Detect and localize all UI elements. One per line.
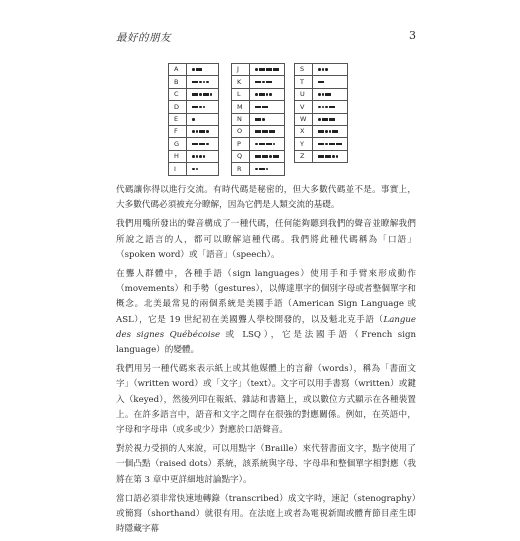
- morse-dash: [266, 81, 272, 84]
- morse-dot: [325, 143, 328, 146]
- morse-row: [295, 88, 348, 100]
- text-span: 我們用嘴所發出的聲音構成了一種代碼，任何能夠聽到我們的聲音並瞭解我們所說之語言的人，都可以瞭解這種代碼。我們將此種代碼稱為「口語」（spoken word）或「語音」（speech）。: [116, 219, 416, 260]
- morse-dash: [192, 106, 198, 109]
- morse-code-symbols: [318, 142, 342, 146]
- running-header-title: 最好的朋友: [116, 32, 171, 44]
- morse-dash: [259, 168, 265, 171]
- italic-text: Langue des signes Québécoise: [116, 314, 416, 340]
- morse-dot: [192, 118, 195, 121]
- morse-row: [169, 113, 219, 125]
- morse-dash: [255, 155, 261, 158]
- morse-dot: [332, 155, 335, 158]
- morse-code-symbols: [192, 105, 213, 109]
- morse-dot: [199, 81, 202, 84]
- morse-code: [313, 101, 348, 113]
- morse-letter: R: [232, 163, 250, 175]
- morse-dash: [318, 81, 324, 84]
- morse-code: [187, 113, 219, 125]
- morse-code: [187, 163, 219, 175]
- morse-letter: P: [232, 138, 250, 150]
- morse-dot: [325, 106, 328, 109]
- morse-code: [250, 113, 285, 125]
- morse-dash: [325, 155, 331, 158]
- morse-code: [187, 88, 219, 100]
- morse-letter: U: [295, 88, 313, 100]
- morse-letter: E: [169, 113, 187, 125]
- morse-code: [250, 163, 285, 175]
- paragraph: [116, 492, 416, 538]
- morse-dot: [329, 130, 332, 133]
- morse-dash: [318, 130, 324, 133]
- morse-code: [187, 64, 219, 76]
- morse-dash: [259, 143, 265, 146]
- morse-row: [232, 113, 285, 125]
- morse-dash: [199, 130, 205, 133]
- morse-dot: [325, 68, 328, 71]
- morse-code-symbols: [255, 167, 279, 171]
- morse-code: [250, 125, 285, 137]
- morse-dot: [203, 106, 206, 109]
- morse-row: [169, 125, 219, 137]
- morse-dash: [329, 106, 335, 109]
- morse-row: [232, 163, 285, 175]
- morse-dot: [206, 143, 209, 146]
- morse-row: [232, 76, 285, 88]
- morse-dash: [255, 118, 261, 121]
- morse-dot: [199, 155, 202, 158]
- morse-row: [169, 88, 219, 100]
- morse-dot: [192, 68, 195, 71]
- morse-dash: [199, 143, 205, 146]
- morse-dot: [273, 143, 276, 146]
- morse-dot: [206, 130, 209, 133]
- morse-code: [187, 101, 219, 113]
- morse-code-symbols: [192, 154, 213, 158]
- morse-row: [169, 76, 219, 88]
- morse-letter: J: [232, 64, 250, 76]
- morse-letter: X: [295, 125, 313, 137]
- morse-dot: [325, 130, 328, 133]
- morse-code-symbols: [318, 154, 342, 158]
- morse-letter: K: [232, 76, 250, 88]
- morse-letter: Z: [295, 150, 313, 162]
- morse-code-symbols: [255, 105, 279, 109]
- morse-letter: S: [295, 64, 313, 76]
- morse-code-symbols: [192, 167, 213, 171]
- morse-code: [250, 76, 285, 88]
- morse-dot: [210, 93, 213, 96]
- morse-dot: [262, 118, 265, 121]
- morse-letter: B: [169, 76, 187, 88]
- text-span: 在聾人群體中，各種手語（sign languages）使用手和手臂來形成動作（movements）和手勢（gestures），以傳達單字的個別字母或者整個單字和概念。北美最常見的兩個系統是美國手語（American Sign Language 或 ASL），它是 19 世紀初在美國聾人學校開發的，以及魁北克手語（: [116, 269, 416, 325]
- morse-dash: [329, 118, 335, 121]
- morse-dash: [329, 143, 335, 146]
- morse-row: [295, 125, 348, 137]
- morse-code-symbols: [255, 130, 279, 134]
- morse-dash: [255, 106, 261, 109]
- morse-dash: [192, 143, 198, 146]
- morse-letter: C: [169, 88, 187, 100]
- morse-row: [169, 101, 219, 113]
- morse-dash: [259, 93, 265, 96]
- morse-row: [232, 125, 285, 137]
- morse-code-symbols: [255, 154, 279, 158]
- morse-dot: [269, 155, 272, 158]
- morse-row: [295, 150, 348, 162]
- morse-dot: [192, 155, 195, 158]
- morse-dash: [196, 68, 202, 71]
- morse-dot: [255, 93, 258, 96]
- morse-code-symbols: [255, 92, 279, 96]
- paragraph: [116, 217, 416, 263]
- morse-dot: [318, 118, 321, 121]
- morse-dash: [203, 93, 209, 96]
- morse-dash: [266, 143, 272, 146]
- morse-row: [232, 101, 285, 113]
- morse-code-symbols: [318, 105, 342, 109]
- morse-code-symbols: [255, 142, 279, 146]
- morse-code: [313, 64, 348, 76]
- morse-dot: [322, 93, 325, 96]
- morse-dot: [196, 168, 199, 171]
- morse-letter: O: [232, 125, 250, 137]
- text-span: 當口語必須非常快速地轉錄（transcribed）成文字時，速記（stenography）或簡寫（shorthand）就很有用。在法庭上或者為電視新聞或體育節目產生即時隱藏字幕: [116, 493, 416, 535]
- morse-dash: [332, 130, 338, 133]
- morse-code-symbols: [255, 117, 279, 121]
- page-number: 3: [409, 29, 416, 42]
- morse-dash: [266, 68, 272, 71]
- morse-letter: Q: [232, 150, 250, 162]
- morse-dash: [259, 68, 265, 71]
- morse-dot: [199, 93, 202, 96]
- morse-code: [313, 138, 348, 150]
- morse-code: [313, 125, 348, 137]
- morse-dot: [203, 81, 206, 84]
- morse-dot: [255, 168, 258, 171]
- morse-dot: [192, 168, 195, 171]
- morse-code: [313, 88, 348, 100]
- morse-letter: Y: [295, 138, 313, 150]
- morse-letter: M: [232, 101, 250, 113]
- morse-dot: [322, 68, 325, 71]
- morse-dot: [269, 93, 272, 96]
- morse-letter: V: [295, 101, 313, 113]
- morse-row: [232, 138, 285, 150]
- morse-code-symbols: [192, 117, 213, 121]
- morse-dash: [262, 155, 268, 158]
- morse-dash: [262, 106, 268, 109]
- morse-dot: [192, 130, 195, 133]
- morse-dash: [269, 130, 275, 133]
- morse-dot: [322, 106, 325, 109]
- morse-code-symbols: [318, 80, 342, 84]
- morse-dot: [262, 81, 265, 84]
- morse-code-symbols: [192, 92, 213, 96]
- morse-table-column-2: [231, 63, 285, 176]
- paragraph: [116, 442, 416, 488]
- morse-code: [187, 150, 219, 162]
- paragraph: [116, 362, 416, 438]
- morse-letter: W: [295, 113, 313, 125]
- morse-table-column-1: [168, 63, 219, 176]
- morse-code-symbols: [318, 92, 342, 96]
- morse-code: [250, 138, 285, 150]
- paragraph: [116, 267, 416, 358]
- page-header: [116, 30, 416, 46]
- morse-row: [169, 163, 219, 175]
- morse-dash: [336, 143, 342, 146]
- morse-letter: N: [232, 113, 250, 125]
- text-span: 或 LSQ），它是法國手語（French sign language）的變體。: [116, 329, 416, 356]
- morse-dot: [266, 93, 269, 96]
- morse-code: [187, 76, 219, 88]
- morse-code-symbols: [192, 130, 213, 134]
- morse-code: [313, 76, 348, 88]
- morse-code: [313, 113, 348, 125]
- morse-dash: [255, 81, 261, 84]
- morse-code: [250, 101, 285, 113]
- morse-dot: [255, 143, 258, 146]
- morse-dot: [196, 155, 199, 158]
- morse-letter: T: [295, 76, 313, 88]
- morse-dot: [199, 106, 202, 109]
- morse-letter: D: [169, 101, 187, 113]
- morse-row: [232, 150, 285, 162]
- morse-row: [295, 64, 348, 76]
- morse-row: [295, 76, 348, 88]
- morse-code-symbols: [318, 130, 342, 134]
- morse-dot: [318, 93, 321, 96]
- morse-letter: G: [169, 138, 187, 150]
- morse-dash: [273, 155, 279, 158]
- morse-dot: [255, 68, 258, 71]
- morse-row: [295, 113, 348, 125]
- morse-row: [295, 101, 348, 113]
- morse-dash: [322, 118, 328, 121]
- morse-dot: [336, 155, 339, 158]
- morse-letter: L: [232, 88, 250, 100]
- morse-dot: [318, 106, 321, 109]
- morse-code: [250, 64, 285, 76]
- morse-letter: I: [169, 163, 187, 175]
- morse-letter: H: [169, 150, 187, 162]
- morse-code-symbols: [255, 68, 279, 72]
- morse-dash: [192, 93, 198, 96]
- morse-dot: [196, 130, 199, 133]
- morse-dash: [192, 81, 198, 84]
- morse-code: [187, 138, 219, 150]
- morse-row: [169, 138, 219, 150]
- morse-dash: [273, 68, 279, 71]
- morse-dash: [318, 143, 324, 146]
- morse-letter: F: [169, 125, 187, 137]
- morse-row: [232, 64, 285, 76]
- morse-code-symbols: [192, 142, 213, 146]
- morse-dot: [318, 68, 321, 71]
- morse-code-figure: [0, 63, 520, 175]
- morse-dash: [262, 130, 268, 133]
- morse-row: [169, 64, 219, 76]
- morse-table-column-3: [294, 63, 348, 163]
- morse-code: [187, 125, 219, 137]
- morse-code: [250, 88, 285, 100]
- morse-code-symbols: [318, 117, 342, 121]
- text-span: 代碼讓你得以進行交流。有時代碼是秘密的，但大多數代碼並不是。事實上，大多數代碼必須被充分瞭解，因為它們是人類交流的基礎。: [116, 185, 416, 211]
- text-span: 對於視力受損的人來說，可以用點字（Braille）來代替書面文字，點字使用了一個凸點（raised dots）系統，該系統與字母、字母串和整個單字相對應（我將在第 3 章中更詳細地討論點字）。: [116, 444, 416, 485]
- morse-dash: [318, 155, 324, 158]
- paragraph: [116, 183, 416, 213]
- morse-dash: [255, 130, 261, 133]
- morse-code: [313, 150, 348, 162]
- morse-dash: [325, 93, 331, 96]
- morse-row: [232, 88, 285, 100]
- morse-code-symbols: [318, 68, 342, 72]
- morse-letter: A: [169, 64, 187, 76]
- morse-dot: [206, 81, 209, 84]
- morse-code: [250, 150, 285, 162]
- morse-code-symbols: [255, 80, 279, 84]
- morse-row: [169, 150, 219, 162]
- text-span: 我們用另一種代碼來表示紙上或其他媒體上的言辭（words），稱為「書面文字」（written word）或「文字」（text）。文字可以用手書寫（written）或鍵入（keyed），然後列印在報紙、雜誌和書籍上，或以數位方式顯示在各種裝置上。在許多語言中，語音和文字之間存在很強的對應關係。例如，在英語中，字母和字母串（或多或少）對應於口語聲音。: [116, 364, 416, 436]
- morse-code-symbols: [192, 80, 213, 84]
- morse-row: [295, 138, 348, 150]
- morse-dot: [266, 168, 269, 171]
- body-text: [116, 183, 416, 541]
- morse-code-symbols: [192, 68, 213, 72]
- morse-dot: [203, 155, 206, 158]
